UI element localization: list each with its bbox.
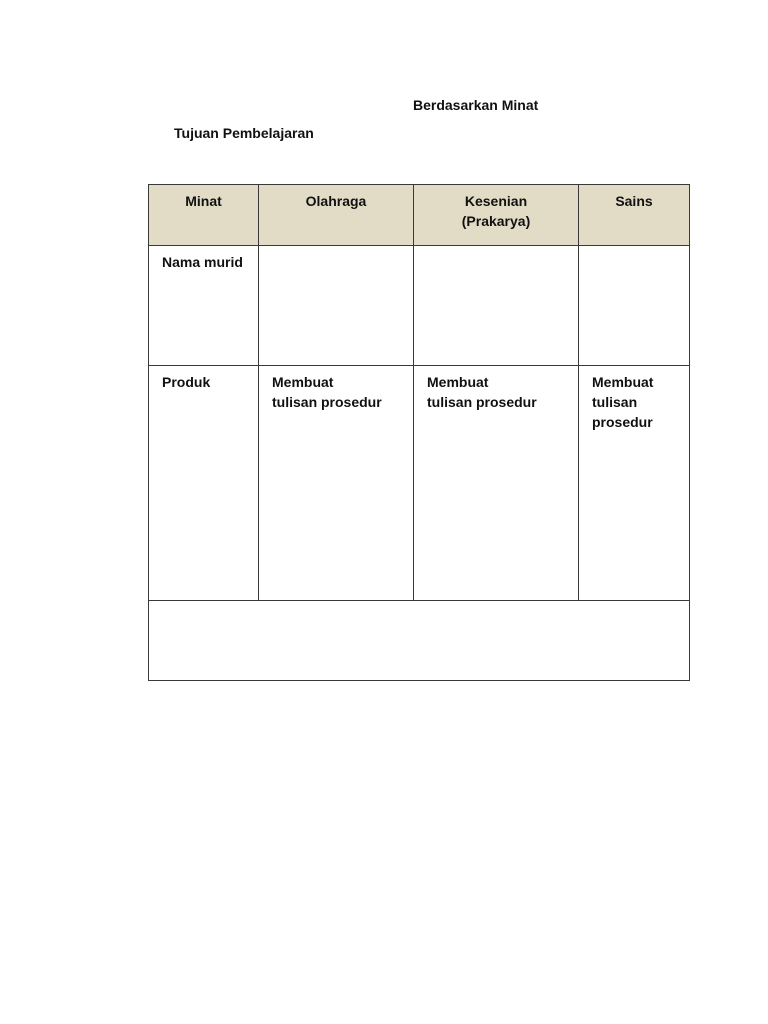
product-olahraga-line1: Membuat (272, 374, 334, 390)
product-cell-sains (579, 366, 690, 601)
header-sains-text: Sains (615, 193, 653, 209)
product-sains-line3: prosedur (592, 414, 653, 430)
product-cell-kesenian (414, 366, 579, 601)
header-prakarya-text: (Prakarya) (461, 213, 531, 229)
header-cell-sains (579, 185, 690, 246)
product-olahraga-line2: tulisan prosedur (272, 394, 382, 410)
row-label-produk: Produk (162, 374, 211, 390)
names-cell-sains (579, 246, 690, 366)
header-kesenian-text: Kesenian (464, 193, 528, 209)
footer-merged-cell (149, 601, 690, 681)
row-label-cell-names (149, 246, 259, 366)
product-sains-line1: Membuat (592, 374, 654, 390)
learning-objective-label: Tujuan Pembelajaran (174, 125, 314, 141)
header-olahraga-text: Olahraga (305, 193, 367, 209)
table-row-student-names (149, 246, 690, 366)
interest-grouping-table (148, 184, 690, 681)
product-kesenian-line1: Membuat (427, 374, 489, 390)
names-cell-kesenian (414, 246, 579, 366)
table-row-footer (149, 601, 690, 681)
header-cell-olahraga (259, 185, 414, 246)
product-cell-olahraga (259, 366, 414, 601)
product-kesenian-line2: tulisan prosedur (427, 394, 537, 410)
names-cell-olahraga (259, 246, 414, 366)
page-heading: Berdasarkan Minat (413, 97, 539, 113)
table-header-row (149, 185, 690, 246)
table-row-products (149, 366, 690, 601)
header-cell-minat (149, 185, 259, 246)
header-minat-text: Minat (185, 193, 222, 209)
row-label-nama-murid: Nama murid (162, 254, 243, 270)
row-label-cell-products (149, 366, 259, 601)
product-sains-line2: tulisan (592, 394, 638, 410)
header-cell-kesenian (414, 185, 579, 246)
